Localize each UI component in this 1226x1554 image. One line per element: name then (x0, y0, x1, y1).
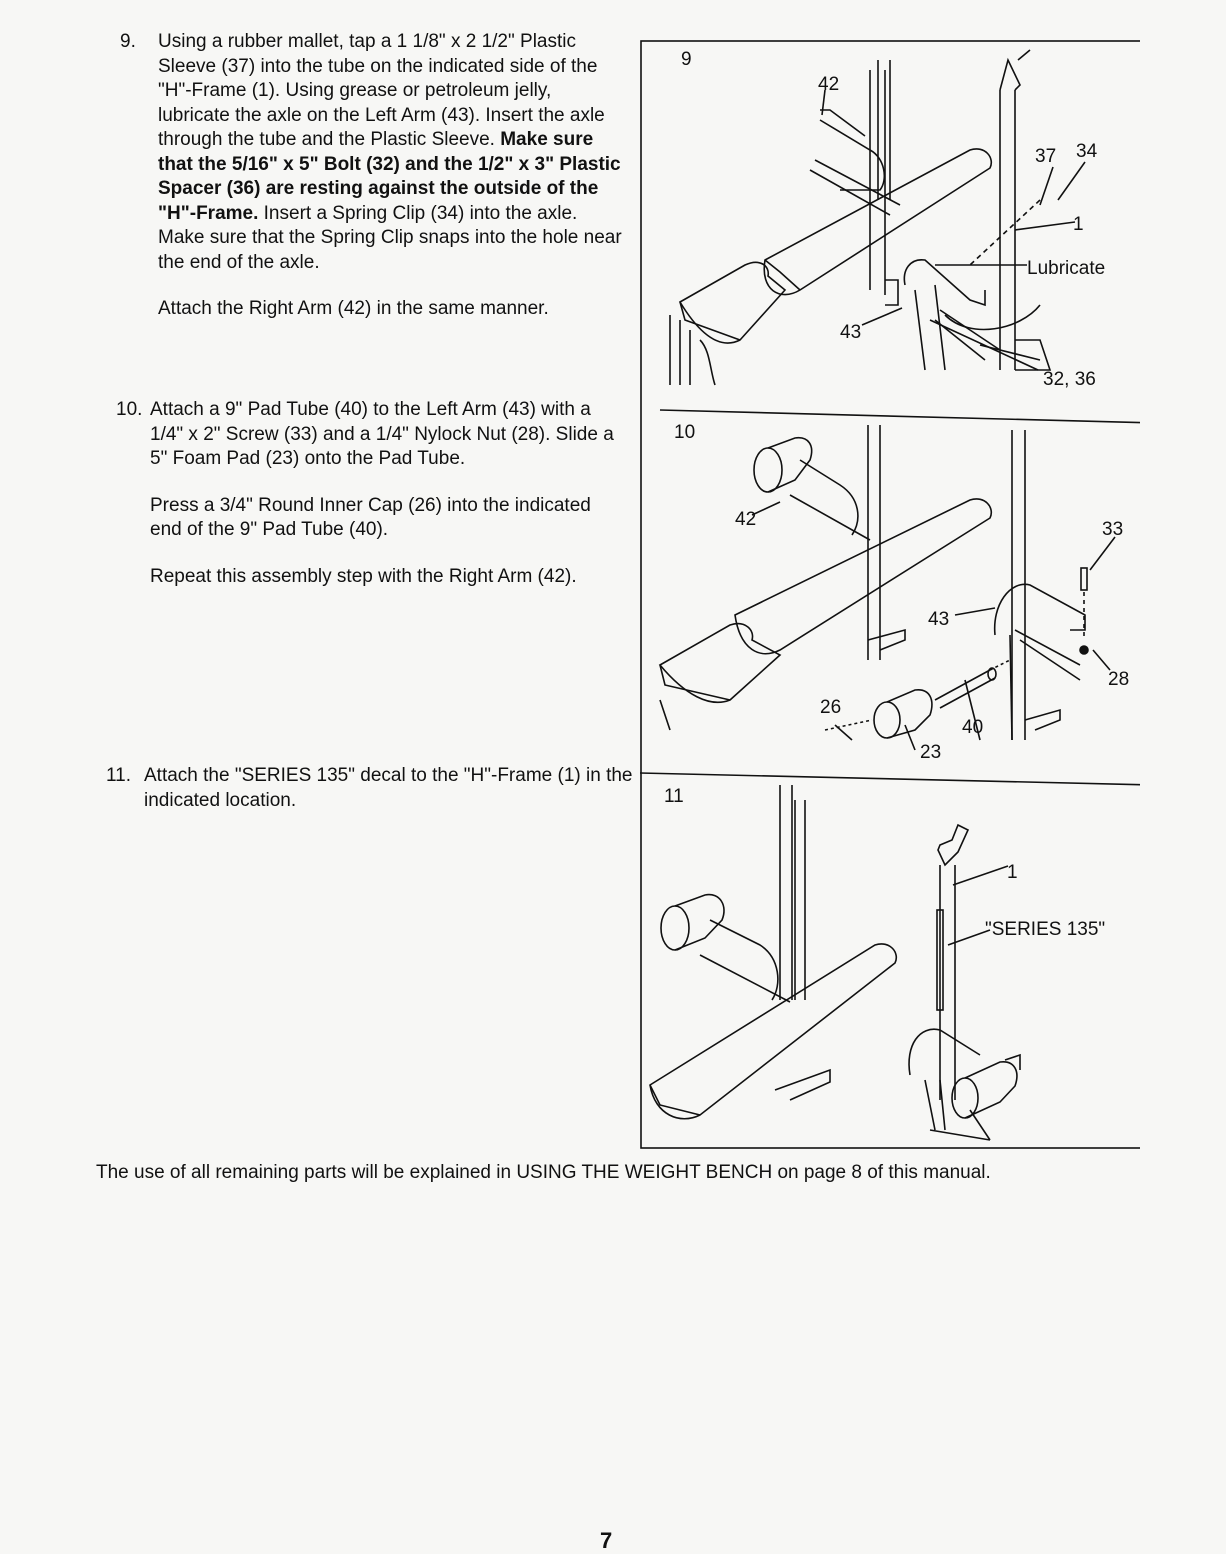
step-paragraph: Attach the Right Arm (42) in the same manner. (158, 298, 549, 319)
step-paragraph: Press a 3/4" Round Inner Cap (26) into the indicated end of the 9" Pad Tube (40). (150, 494, 591, 540)
callout-37: 37 (1035, 146, 1057, 167)
callout-1: 1 (1007, 862, 1018, 883)
callout-42: 42 (735, 509, 757, 530)
panel-9-number: 9 (681, 49, 692, 70)
callout-23: 23 (920, 742, 942, 763)
callout-1: 1 (1073, 214, 1084, 235)
step-text: Insert a Spring Clip (34) into the axle. Make sure that the Spring Clip snaps into the hole near the end of the axle. (158, 202, 622, 273)
callout-series-135-decal: "SERIES 135" (985, 919, 1106, 940)
step-warning-text: Make sure that the 5/16" x 5" Bolt (32) and the 1/2" x 3" Plastic Spacer (36) are resting against the outside of the "H"-Frame. (158, 129, 621, 224)
panel-10-drawing (660, 425, 1088, 740)
panel-11-number: 11 (664, 786, 684, 807)
callout-43: 43 (928, 609, 950, 630)
assembly-illustration (640, 40, 1140, 1150)
callout-42: 42 (818, 74, 840, 95)
callout-26: 26 (820, 697, 842, 718)
step-number: 9. (120, 31, 136, 52)
figure-border (641, 41, 1140, 1148)
footnote: The use of all remaining parts will be explained in USING THE WEIGHT BENCH on page 8 of this manual. (96, 1162, 991, 1183)
callout-34: 34 (1076, 141, 1098, 162)
step-body (158, 30, 628, 322)
page-number: 7 (600, 1528, 613, 1553)
panel-divider (660, 410, 1140, 423)
panel-11-drawing (650, 785, 1020, 1140)
assembly-figure (640, 40, 1140, 1150)
panel-divider (640, 773, 1140, 785)
panel-10-number: 10 (674, 422, 696, 443)
step-number: 11. (106, 765, 132, 786)
step-paragraph: Attach a 9" Pad Tube (40) to the Left Arm (43) with a 1/4" x 2" Screw (33) and a 1/4" Nylock Nut (28). Slide a 5" Foam Pad (23) onto the Pad Tube. (150, 399, 614, 469)
callout-lubricate: Lubricate (1027, 258, 1106, 279)
step-body (144, 764, 634, 813)
callout-32-36: 32, 36 (1043, 369, 1096, 390)
step-paragraph: Repeat this assembly step with the Right Arm (42). (150, 565, 577, 587)
step-text: Using a rubber mallet, tap a 1 1/8" x 2 1/2" Plastic Sleeve (37) into the tube on the indicated side of the "H"-Frame (1). Using grease or petroleum jelly, lubricate the axle on the Left Arm (43). Insert the axle through the tube and the Plastic Sleeve. (158, 31, 605, 150)
callout-28: 28 (1108, 669, 1130, 690)
callout-43: 43 (840, 322, 862, 343)
step-paragraph: Attach the "SERIES 135" decal to the "H"-Frame (1) in the indicated location. (144, 765, 633, 811)
step-paragraph (158, 30, 628, 275)
step-number: 10. (116, 399, 143, 420)
step-body (150, 398, 620, 589)
callout-40: 40 (962, 717, 984, 738)
callout-33: 33 (1102, 519, 1124, 540)
